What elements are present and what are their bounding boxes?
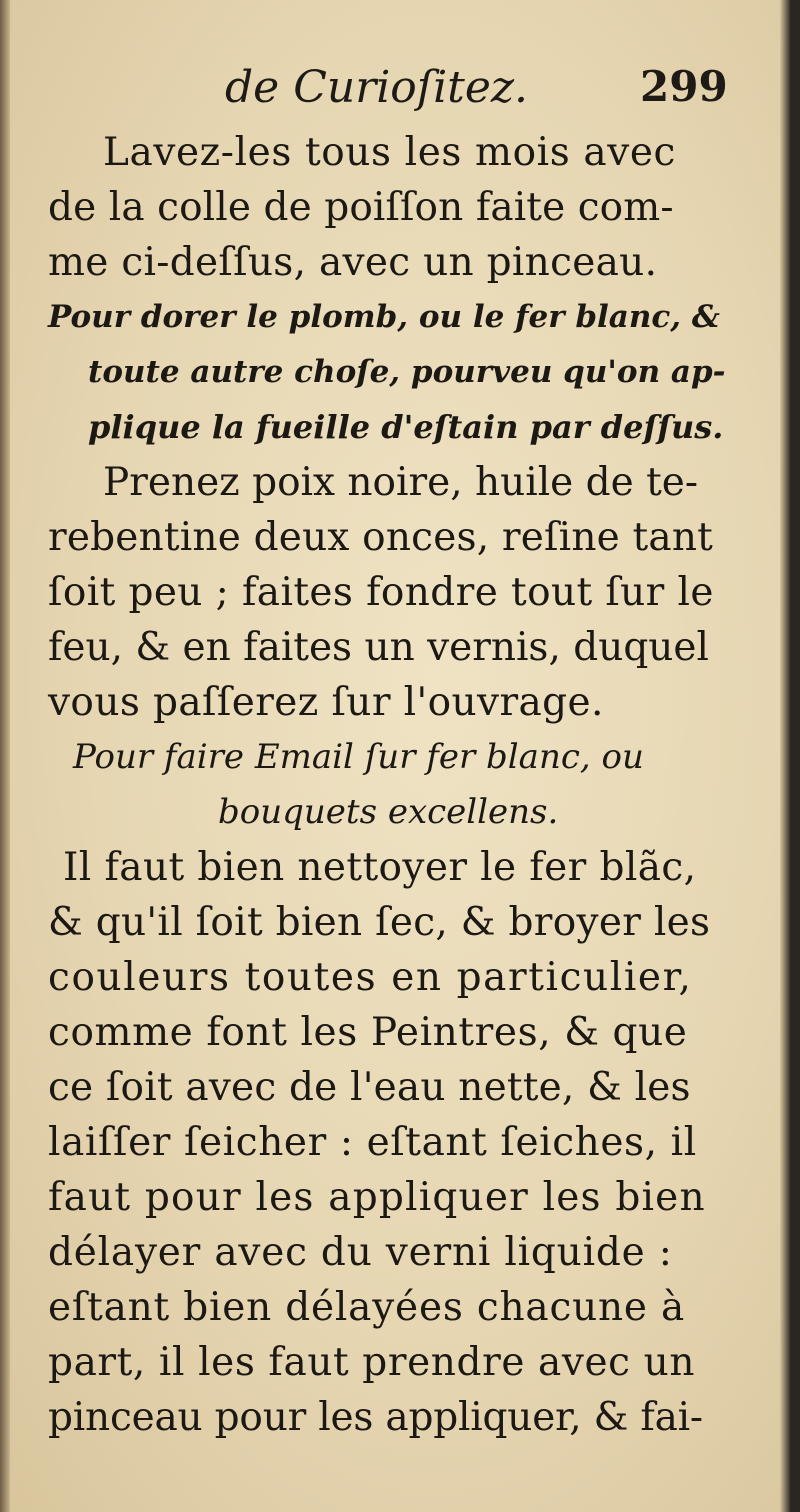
page-body xyxy=(48,125,738,1445)
heading-line: plique la fueille d'eſtain par deſſus. xyxy=(88,408,724,446)
heading-line: toute autre choſe, pourveu qu'on ap- xyxy=(88,354,726,390)
text-line: pinceau pour les appliquer, & fai- xyxy=(48,1395,703,1440)
running-title: de Curioſitez. xyxy=(225,62,529,113)
text-line: eſtant bien délayées chacune à xyxy=(48,1285,686,1330)
text-line: me ci-deſſus, avec un pinceau. xyxy=(48,240,658,285)
heading-line: Pour faire Email ſur fer blanc, ou xyxy=(73,737,644,777)
paragraph-1 xyxy=(48,125,738,290)
text-line: ſoit peu ; faites fondre tout ſur le xyxy=(48,570,714,615)
paragraph-2 xyxy=(48,455,738,730)
text-line: ce ſoit avec de l'eau nette, & les xyxy=(48,1065,691,1110)
text-line: Prenez poix noire, huile de te- xyxy=(103,460,699,505)
page-edge xyxy=(780,0,790,1512)
text-line: Lavez-les tous les mois avec xyxy=(103,130,676,175)
text-line: feu, & en faites un vernis, duquel xyxy=(48,625,709,670)
text-line: part, il les faut prendre avec un xyxy=(48,1340,696,1385)
text-line: vous paſſerez ſur l'ouvrage. xyxy=(48,680,604,725)
heading-line: bouquets excellens. xyxy=(218,792,559,832)
text-line: & qu'il ſoit bien ſec, & broyer les xyxy=(48,900,711,945)
text-line: laiſſer ſeicher : eſtant ſeiches, il xyxy=(48,1120,697,1165)
page-number: 299 xyxy=(640,62,728,111)
page-gutter-shadow xyxy=(0,0,10,1512)
text-line: couleurs toutes en particulier, xyxy=(48,955,693,1000)
text-line: délayer avec du verni liquide : xyxy=(48,1230,673,1275)
recipe-heading-1 xyxy=(48,290,738,455)
text-line: faut pour les appliquer les bien xyxy=(48,1175,706,1220)
text-line: de la colle de poiſſon faite com- xyxy=(48,185,674,230)
heading-line: Pour dorer le plomb, ou le fer blanc, & xyxy=(48,299,720,335)
text-line: Il faut bien nettoyer le fer blãc, xyxy=(63,845,697,890)
text-line: rebentine deux onces, reſine tant xyxy=(48,515,714,560)
recipe-heading-2 xyxy=(48,730,738,840)
text-line: comme font les Peintres, & que xyxy=(48,1010,688,1055)
page-header xyxy=(0,62,790,122)
paragraph-3 xyxy=(48,840,738,1445)
